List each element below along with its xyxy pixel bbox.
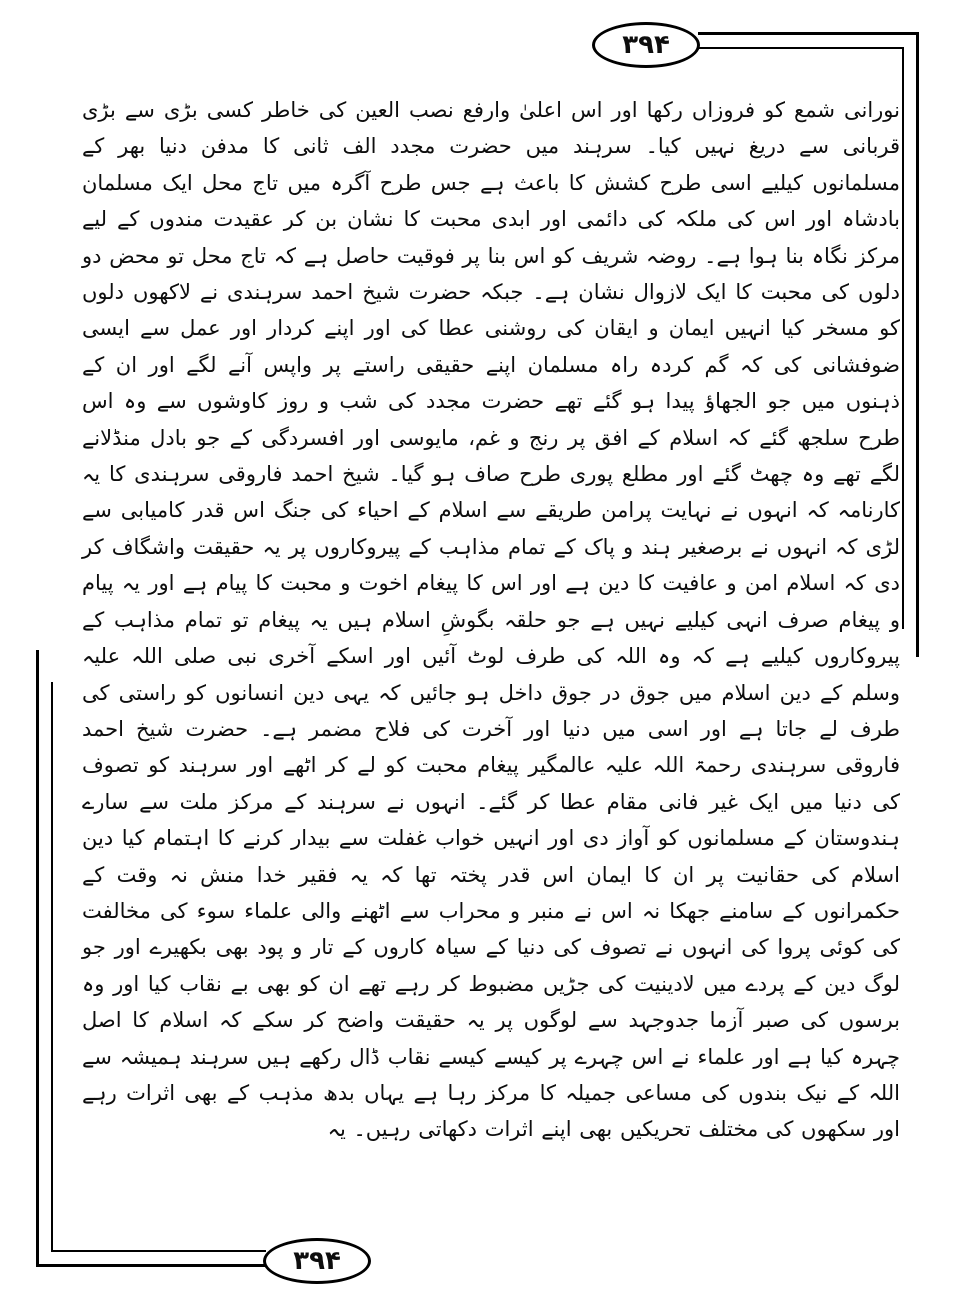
page-number-cartouche-top bbox=[592, 22, 700, 68]
page-number-bottom: ۳۹۴ bbox=[293, 1246, 341, 1276]
body-text: نورانی شمع کو فروزاں رکھا اور اس اعلیٰ وارفع نصب العین کی خاطر کسی بڑی سے بڑی قربانی سے دریغ نہیں کیا۔ سرہند میں حضرت مجدد الف ثانی کا مدفن دنیا بھر کے مسلمانوں کیلیے اسی طرح کشش کا باعث ہے جس طرح آگرہ میں تاج محل ایک مسلمان بادشاہ اور اس کی ملکہ کی دائمی اور ابدی محبت کا نشان بن کر عقیدت مندوں کے لیے مرکز نگاہ بنا ہوا ہے۔ روضہ شریف کو اس بنا پر فوقیت حاصل ہے کہ تاج محل تو محض دو دلوں کی محبت کا ایک لازوال نشان ہے۔ جبکہ حضرت شیخ احمد سرہندی نے لاکھوں دلوں کو مسخر کیا انہیں ایمان و ایقان کی روشنی عطا کی اور اپنے کردار اور عمل سے ایسی ضوفشانی کی کہ گم کردہ راہ مسلمان اپنے حقیقی راستے پر واپس آنے لگے اور ان کے ذہنوں میں جو الجھاؤ پیدا ہو گئے تھے حضرت مجدد کی شب و روز کاوشوں سے وہ اس طرح سلجھ گئے کہ اسلام کے افق پر رنج و غم، مایوسی اور افسردگی کے جو بادل منڈلانے لگے تھے وہ چھٹ گئے اور مطلع پوری طرح صاف ہو گیا۔ شیخ احمد فاروقی سرہندی کا یہ کارنامہ کہ انہوں نے نہایت پرامن طریقے سے اسلام کے احیاء کی جنگ اس قدر کامیابی سے لڑی کہ انہوں نے برصغیر ہند و پاک کے تمام مذاہب کے پیروکاروں پر یہ حقیقت واشگاف کر دی کہ اسلام امن و عافیت کا دین ہے اور اس کا پیغام اخوت و محبت کا پیام ہے اور یہ پیام و پیغام صرف انہی کیلیے نہیں ہے جو حلقہ بگوشِ اسلام ہیں یہ پیغام تو تمام مذاہب کے پیروکاروں کیلیے ہے کہ وہ اللہ کی طرف لوٹ آئیں اور اسکے آخری نبی صلی اللہ علیہ وسلم کے دین اسلام میں جوق در جوق داخل ہو جائیں کہ یہی دین انسانوں کو راستی کی طرف لے جاتا ہے اور اسی میں دنیا اور آخرت کی فلاح مضمر ہے۔ حضرت شیخ احمد فاروقی سرہندی رحمۃ اللہ علیہ عالمگیر پیغام محبت کو لے کر اٹھے اور سرہند کو تصوف کی دنیا میں ایک غیر فانی مقام عطا کر گئے۔ انہوں نے سرہند کے مرکز ملت سے سارے ہندوستان کے مسلمانوں کو آواز دی اور انہیں خواب غفلت سے بیدار کرنے کا اہتمام کیا دین اسلام کی حقانیت پر ان کا ایمان اس قدر پختہ تھا کہ یہ فقیر خدا منش نہ وقت کے حکمرانوں کے سامنے جھکا نہ اس نے منبر و محراب سے اٹھنے والی علماء سوء کی مخالفت کی کوئی پروا کی انہوں نے تصوف کی دنیا کے سیاہ کاروں کے تار و پود بھی بکھیرے اور جو لوگ دین کے پردے میں لادینیت کی جڑیں مضبوط کر رہے تھے ان کو بھی بے نقاب کیا اور وہ برسوں کی صبر آزما جدوجہد سے لوگوں پر یہ حقیقت واضح کر سکے کہ اسلام کا اصل چہرہ کیا ہے اور علماء نے اس چہرے پر کیسے کیسے نقاب ڈال رکھے ہیں سرہند ہمیشہ سے اللہ کے نیک بندوں کی مساعی جمیلہ کا مرکز رہا ہے یہاں بدھ مذہب کے بھی اثرات رہے اور سکھوں کی مختلف تحریکیں بھی اپنے اثرات دکھاتی رہیں۔ یہ bbox=[82, 98, 901, 1142]
page-number-top: ۳۹۴ bbox=[622, 30, 670, 60]
page-number-cartouche-bottom bbox=[263, 1238, 371, 1284]
